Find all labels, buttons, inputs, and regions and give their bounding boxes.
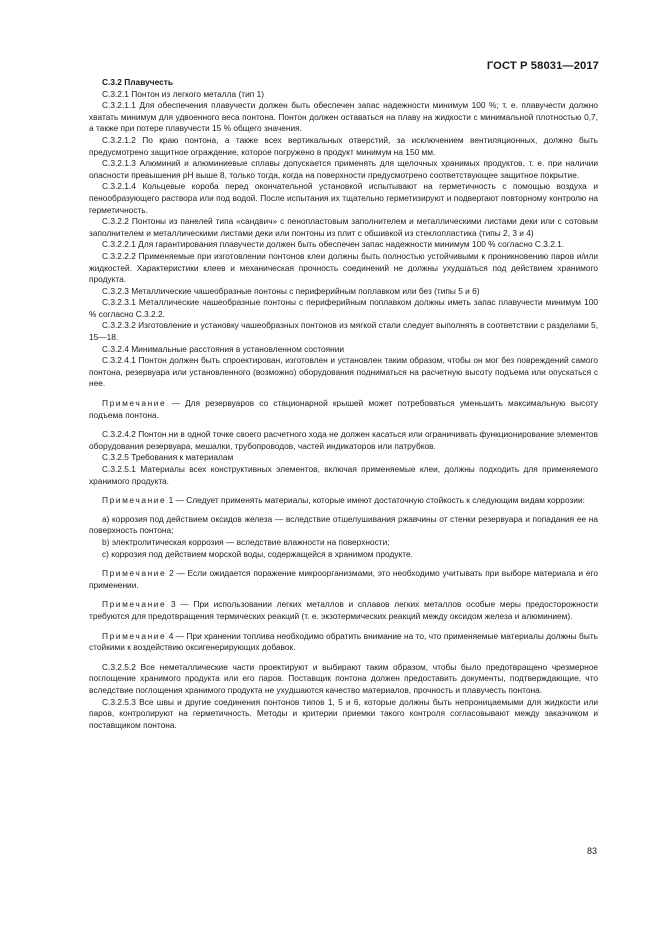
paragraph: С.3.2.1 Понтон из легкого металла (тип 1) bbox=[102, 88, 264, 99]
note-text: 4 — При хранении топлива необходимо обратить внимание на то, что применяемые материалы должны быть стойкими к воздействию оксигенерирующих добавок. bbox=[89, 630, 598, 653]
note-list-item: b) электролитическая коррозия — вследствие влажности на поверхности; bbox=[102, 536, 390, 547]
note-list-item: c) коррозия под действием морской воды, содержащейся в хранимом продукте. bbox=[102, 548, 413, 559]
paragraph: С.3.2.2.2 Применяемые при изготовлении понтонов клеи должны быть полностью устойчивыми к проникновению паров и/или жидкостей. Характеристики клеев и механическая прочность соединений не должны ухудшаться под действием хранимого продукта. bbox=[89, 250, 598, 285]
note bbox=[89, 631, 598, 654]
page-content bbox=[89, 77, 598, 731]
paragraph: С.3.2.4.1 Понтон должен быть спроектирован, изготовлен и установлен таким образом, чтобы он мог без повреждений самого понтона, резервуара или установленного (возможно) оборудования подниматься на расчетную высоту подъема или опускаться с нее. bbox=[89, 355, 598, 389]
note-text: 3 — При использовании легких металлов и сплавов легких металлов особые меры предосторожности требуются для предотвращения термических реакций (т. е. экзотермических реакций между оксидом железа и алюминием). bbox=[89, 599, 598, 621]
paragraph: С.3.2.1.4 Кольцевые короба перед окончательной установкой испытывают на герметичность с помощью воздуха и пенообразующего раствора или под водой. После испытания их тщательно герметизируют и подвергают повторному контролю на герметичность. bbox=[89, 181, 598, 215]
paragraph: С.3.2.3.2 Изготовление и установку чашеобразных понтонов из мягкой стали следует выполнять в соответствии с разделами 5, 15—18. bbox=[89, 320, 599, 343]
note bbox=[89, 398, 598, 421]
section-title: С.3.2 Плавучесть bbox=[102, 77, 173, 87]
paragraph: С.3.2.5.3 Все швы и другие соединения понтонов типов 1, 5 и 6, которые должны быть непроницаемыми для жидкости или паров, контролируют на герметичность. Методы и критерии приемки такого контроля согласовывают между заказчиком и поставщиком понтона. bbox=[89, 696, 598, 730]
note-text: 1 — Следует применять материалы, которые имеют достаточную стойкость к следующим видам коррозии: bbox=[168, 495, 585, 506]
note bbox=[89, 495, 598, 507]
note-text: — Для резервуаров со стационарной крышей может потребоваться уменьшить максимальную высоту подъема понтона. bbox=[89, 398, 598, 420]
note-label: Примечание bbox=[102, 495, 167, 506]
note-text: 2 — Если ожидается поражение микроорганизмами, это необходимо учитывать при выборе материала и его применении. bbox=[89, 568, 598, 590]
page-number: 83 bbox=[586, 846, 597, 856]
note bbox=[89, 599, 598, 622]
note-label: Примечание bbox=[102, 599, 167, 610]
paragraph: С.3.2.5 Требования к материалам bbox=[102, 452, 234, 463]
paragraph: С.3.2.1.3 Алюминий и алюминиевые сплавы допускается применять для щелочных хранимых продуктов, т. е. при наличии опасности превышения pH выше 8, только тогда, когда на поверхности предусмотрено соответствующее защитное покрытие. bbox=[89, 158, 598, 180]
paragraph: С.3.2.5.1 Материалы всех конструктивных элементов, включая применяемые клеи, должны подходить для применяемого хранимого продукта. bbox=[89, 464, 598, 486]
paragraph: С.3.2.2.1 Для гарантирования плавучести должен быть обеспечен запас надежности минимум 100 % согласно С.3.2.1. bbox=[102, 239, 565, 250]
note-label: Примечание bbox=[102, 630, 167, 641]
note bbox=[89, 568, 598, 591]
paragraph: С.3.2.3 Металлические чашеобразные понтоны с периферийным поплавком или без (типы 5 и 6) bbox=[102, 285, 480, 296]
document-number: ГОСТ Р 58031—2017 bbox=[486, 60, 599, 72]
paragraph: С.3.2.3.1 Металлические чашеобразные понтоны с периферийным поплавком должны иметь запас плавучести минимум 100 % согласно С.3.2.2. bbox=[89, 297, 598, 319]
note-list-item: a) коррозия под действием оксидов железа — вследствие отшелушивания ржавчины от стенки резервуара и попадания ее на поверхность понтона; bbox=[89, 513, 598, 536]
note-label: Примечание bbox=[102, 568, 167, 579]
paragraph: С.3.2.2 Понтоны из панелей типа «сандвич» с пенопластовым заполнителем и металлическими листами деки или с сотовым заполнителем и металлическими листами деки или понтоны из плит с обшивкой из стеклопластика (типы 2, 3 и 4) bbox=[89, 216, 598, 238]
paragraph: С.3.2.4 Минимальные расстояния в установленном состоянии bbox=[102, 343, 345, 354]
paragraph: С.3.2.1.1 Для обеспечения плавучести должен быть обеспечен запас надежности минимум 100 %; т. е. плавучести должно хватать минимум для удвоенного веса понтона. Понтон должен оставаться на плаву на жидкости с минимальной плотностью 0,7, а также при потере плавучести 15 % общего значения. bbox=[89, 100, 598, 134]
paragraph: С.3.2.5.2 Все неметаллические части проектируют и выбирают таким образом, чтобы было предотвращено чрезмерное поглощение хранимого продукта или его паров. Поставщик понтона должен предоставить документы, подтверждающие, что вследствие поглощения хранимого продукта не ухудшаются качество материалов, прочность и плавучесть понтона. bbox=[89, 661, 598, 695]
note-label: Примечание bbox=[102, 398, 167, 409]
paragraph: С.3.2.4.2 Понтон ни в одной точке своего расчетного хода не должен касаться или ограничивать функционирование элементов оборудования резервуара, мешалки, трубопроводов, частей индикаторов или патрубков. bbox=[89, 429, 598, 451]
paragraph: С.3.2.1.2 По краю понтона, а также всех вертикальных отверстий, за исключением вентиляционных, должно быть предусмотрено защитное ограждение, которое погружено в продукт минимум на 150 мм. bbox=[89, 134, 598, 157]
